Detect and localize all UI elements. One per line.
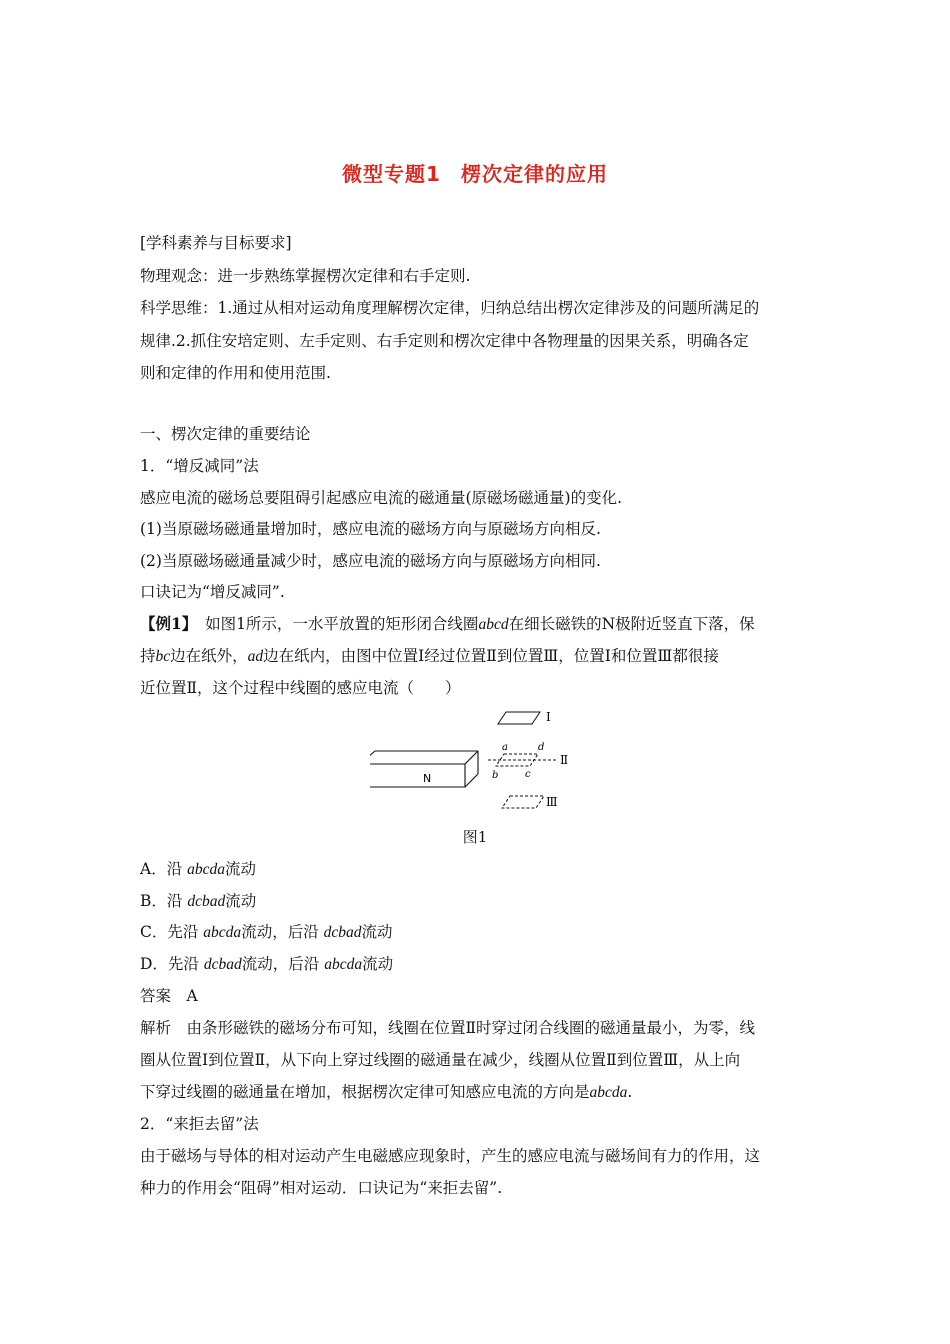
text: abcda — [324, 956, 363, 973]
goals-line-2: 科学思维：1.通过从相对运动角度理解楞次定律，归纳总结出楞次定律涉及的问题所满足的 — [140, 299, 760, 317]
text: C．先沿 — [140, 923, 204, 941]
goals-line-4: 则和定律的作用和使用范围. — [140, 364, 331, 382]
corner-b-label: b — [492, 770, 499, 781]
subsection1-heading: 1．“增反减同”法 — [140, 457, 259, 475]
position-1-label: Ⅰ — [546, 710, 551, 724]
section1-heading: 一、楞次定律的重要结论 — [140, 425, 311, 443]
text: abcda — [589, 1084, 628, 1101]
page-title — [0, 158, 950, 187]
goals-header: [学科素养与目标要求] — [140, 234, 292, 252]
corner-a-label: a — [502, 742, 508, 753]
coil-position-1 — [498, 712, 540, 724]
option-c — [140, 921, 820, 944]
text: B．沿 — [140, 892, 188, 910]
figure-magnet-coil — [370, 702, 590, 820]
text: D．先沿 — [140, 955, 204, 973]
example-line-1 — [140, 613, 820, 636]
text: 流动 — [225, 892, 257, 910]
text: 流动 — [362, 955, 394, 973]
position-2-label: Ⅱ — [560, 753, 569, 767]
paragraph: 口诀记为“增反减同”. — [140, 583, 285, 601]
paragraph: (1)当原磁场磁通量增加时，感应电流的磁场方向与原磁场方向相反. — [140, 520, 601, 538]
analysis-line-2: 圈从位置Ⅰ到位置Ⅱ，从下向上穿过线圈的磁通量在减少，线圈从位置Ⅱ到位置Ⅲ，从上向 — [140, 1051, 741, 1069]
text: 流动，后沿 — [241, 955, 325, 973]
text: abcda — [187, 861, 226, 878]
corner-c-label: c — [525, 769, 531, 780]
position-3-label: Ⅲ — [546, 795, 558, 809]
magnet-n-label: N — [423, 772, 432, 785]
text: 下穿过线圈的磁通量在增加，根据楞次定律可知感应电流的方向是 — [140, 1083, 590, 1101]
text: 如图1所示，一水平放置的矩形闭合线圈 — [205, 615, 479, 633]
option-b — [140, 890, 820, 913]
figure-caption: 图1 — [462, 828, 488, 846]
text: ad — [247, 648, 264, 665]
text: 流动 — [361, 923, 393, 941]
text: 持 — [140, 647, 156, 665]
text: 流动，后沿 — [241, 923, 324, 941]
option-d — [140, 953, 820, 976]
goals-line-3: 规律.2.抓住安培定则、左手定则、右手定则和楞次定律中各物理量的因果关系，明确各定 — [140, 332, 749, 350]
text: 在细长磁铁的N极附近竖直下落，保 — [508, 615, 755, 633]
goals-line-1: 物理观念：进一步熟练掌握楞次定律和右手定则. — [140, 267, 471, 285]
example-label: 【例1】 — [140, 614, 190, 633]
example-line-2 — [140, 645, 820, 668]
coil-position-2 — [496, 754, 538, 766]
text: A．沿 — [140, 860, 188, 878]
paragraph: 种力的作用会“阻碍”相对运动．口诀记为“来拒去留”. — [140, 1179, 503, 1197]
analysis-line-1: 解析 由条形磁铁的磁场分布可知，线圈在位置Ⅱ时穿过闭合线圈的磁通量最小，为零，线 — [140, 1019, 756, 1037]
text: dcbad — [323, 924, 362, 941]
text: . — [627, 1083, 633, 1101]
text: bc — [155, 648, 171, 665]
subsection2-heading: 2．“来拒去留”法 — [140, 1115, 259, 1133]
answer: 答案 A — [140, 987, 198, 1005]
example-line-3: 近位置Ⅱ，这个过程中线圈的感应电流（ ） — [140, 679, 461, 697]
title-topic-number: 微型专题1 — [342, 162, 441, 186]
paragraph: 由于磁场与导体的相对运动产生电磁感应现象时，产生的感应电流与磁场间有力的作用，这 — [140, 1147, 761, 1165]
corner-d-label: d — [538, 742, 545, 753]
text: abcd — [478, 616, 509, 633]
text: 边在纸内，由图中位置Ⅰ经过位置Ⅱ到位置Ⅲ，位置Ⅰ和位置Ⅲ都很接 — [263, 647, 719, 665]
text: dcbad — [203, 956, 242, 973]
option-a — [140, 858, 820, 881]
coil-position-3 — [502, 796, 544, 808]
text: 边在纸外， — [170, 647, 248, 665]
text: 流动 — [225, 860, 257, 878]
analysis-line-3 — [140, 1081, 820, 1104]
text: abcda — [203, 924, 242, 941]
paragraph: 感应电流的磁场总要阻碍引起感应电流的磁通量(原磁场磁通量)的变化. — [140, 489, 623, 507]
title-topic-name: 楞次定律的应用 — [460, 162, 608, 186]
paragraph: (2)当原磁场磁通量减少时，感应电流的磁场方向与原磁场方向相同. — [140, 552, 601, 570]
text: dcbad — [187, 893, 226, 910]
